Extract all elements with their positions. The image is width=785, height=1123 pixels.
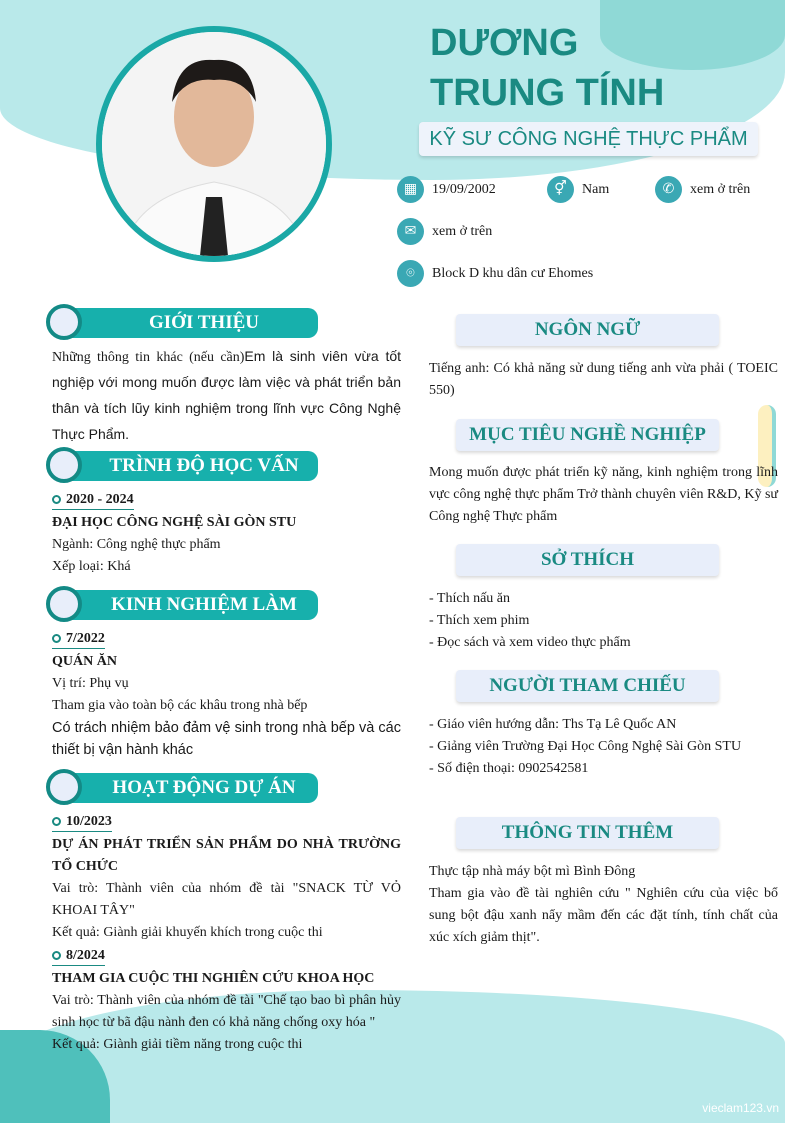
project-name: THAM GIA CUỘC THI NGHIÊN CỨU KHOA HỌC [52,971,375,986]
languages-text: Tiếng anh: Có khả năng sử dung tiếng anh vừa phải ( TOEIC 550) [429,361,778,398]
profile-photo [96,26,332,262]
section-title: GIỚI THIỆU [64,308,318,338]
hobby-item: - Thích xem phim [429,613,530,628]
intro-text [52,344,401,448]
project-date [52,813,112,832]
reference-item: - Giáo viên hướng dẫn: Ths Tạ Lê Quốc AN [429,717,677,732]
intro-text-part1: Những thông tin khác (nếu cần) [52,350,245,365]
circle-icon [46,304,82,340]
contact-gender [547,176,609,203]
section-title: TRÌNH ĐỘ HỌC VẤN [64,451,318,481]
contact-address [397,260,593,287]
school-name: ĐẠI HỌC CÔNG NGHỆ SÀI GÒN STU [52,515,297,530]
project-name: DỰ ÁN PHÁT TRIỂN SẢN PHẨM DO NHÀ TRƯỜNG TỔ CHỨC [52,837,401,874]
reference-item: - Số điện thoại: 0902542581 [429,761,589,776]
extra-line: Tham gia vào đề tài nghiên cứu " Nghiên cứu của việc bổ sung bột đậu xanh nẩy mầm đến các đặt tính, tính chất của xúc xích giảm thịt". [429,886,778,945]
circle-icon [46,447,82,483]
section-header-projects [46,772,318,804]
extra-line: Thực tập nhà máy bột mì Bình Đông [429,864,636,879]
position: Vị trí: Phụ vụ [52,676,129,691]
section-header-education [46,450,318,482]
name-line-1: DƯƠNG [430,22,579,64]
project-entry [52,946,401,1056]
section-header-objective: MỤC TIÊU NGHỀ NGHIỆP [456,419,719,451]
calendar-icon: ▦ [397,176,424,203]
section-header-references: NGƯỜI THAM CHIẾU [456,670,719,702]
hobby-item: - Đọc sách và xem video thực phẩm [429,635,631,650]
candidate-name [430,18,664,118]
project-date [52,947,105,966]
gender-value: Nam [582,181,610,197]
date-text: 8/2024 [66,947,105,963]
rank: Xếp loại: Khá [52,559,131,574]
address-value: Block D khu dân cư Ehomes [432,265,594,281]
reference-item: - Giảng viên Trường Đại Học Công Nghệ Sài Gòn STU [429,739,742,754]
project-role: Vai trò: Thành viên của nhóm đề tài "Chế tạo bao bì phân hủy sinh học từ bã đậu nành đen có khả năng chống oxy hóa " [52,993,401,1030]
company-name: QUÁN ĂN [52,654,117,669]
section-header-languages: NGÔN NGỮ [456,314,719,346]
name-line-2: TRUNG TÍNH [430,72,665,114]
education-entry [52,490,401,578]
objective-text: Mong muốn được phát triển kỹ năng, kinh nghiệm trong lĩnh vực công nghệ thực phẩm Trở thành chuyên viên R&D, Kỹ sư Công nghệ Thực phẩm [429,465,779,524]
section-header-extra: THÔNG TIN THÊM [456,817,719,849]
circle-icon [46,769,82,805]
date-text: 7/2022 [66,630,105,646]
major: Ngành: Công nghệ thực phẩm [52,537,221,552]
date-text: 2020 - 2024 [66,491,134,507]
circle-icon [46,586,82,622]
section-header-intro [46,307,318,339]
project-entry [52,812,401,944]
envelope-icon: ✉ [397,218,424,245]
hobby-item: - Thích nấu ăn [429,591,510,606]
intro-text-part2: Em là sinh viên vừa tốt nghiệp với mong muốn được làm việc và phát triển bản thân và tích lũy kinh nghiệm trong lĩnh vực Công Nghệ Thực Phẩm. [52,348,402,442]
experience-entry [52,629,401,761]
section-header-hobbies: SỞ THÍCH [456,544,719,576]
birthday-value: 19/09/2002 [432,181,496,197]
project-role: Vai trò: Thành viên của nhóm đề tài "SNACK TỪ VỎ KHOAI TÂY" [52,881,401,918]
hobbies-list [429,588,778,654]
duty-2: Có trách nhiệm bảo đảm vệ sinh trong nhà bếp và các thiết bị vận hành khác [52,720,401,758]
section-title: KINH NGHIỆM LÀM VIỆC [64,590,318,620]
job-title: KỸ SƯ CÔNG NGHỆ THỰC PHẨM [419,122,758,156]
experience-date [52,630,105,649]
references-list [429,714,778,780]
location-pin-icon: ⌾ [397,260,424,287]
contact-birthday [397,176,496,203]
section-title: HOẠT ĐỘNG DỰ ÁN [64,773,318,803]
contact-email [397,218,492,245]
extra-info [429,861,778,949]
phone-icon: ✆ [655,176,682,203]
person-silhouette-icon [102,32,326,256]
project-result: Kết quả: Giành giải khuyến khích trong cuộc thi [52,925,323,940]
email-value: xem ở trên [432,223,493,239]
watermark: vieclam123.vn [702,1101,779,1115]
phone-value: xem ở trên [690,181,751,197]
date-text: 10/2023 [66,813,112,829]
gender-icon: ⚥ [547,176,574,203]
project-result: Kết quả: Giành giải tiềm năng trong cuộc thi [52,1037,303,1052]
contact-phone [655,176,750,203]
education-date [52,491,134,510]
duty-1: Tham gia vào toàn bộ các khâu trong nhà bếp [52,698,308,713]
